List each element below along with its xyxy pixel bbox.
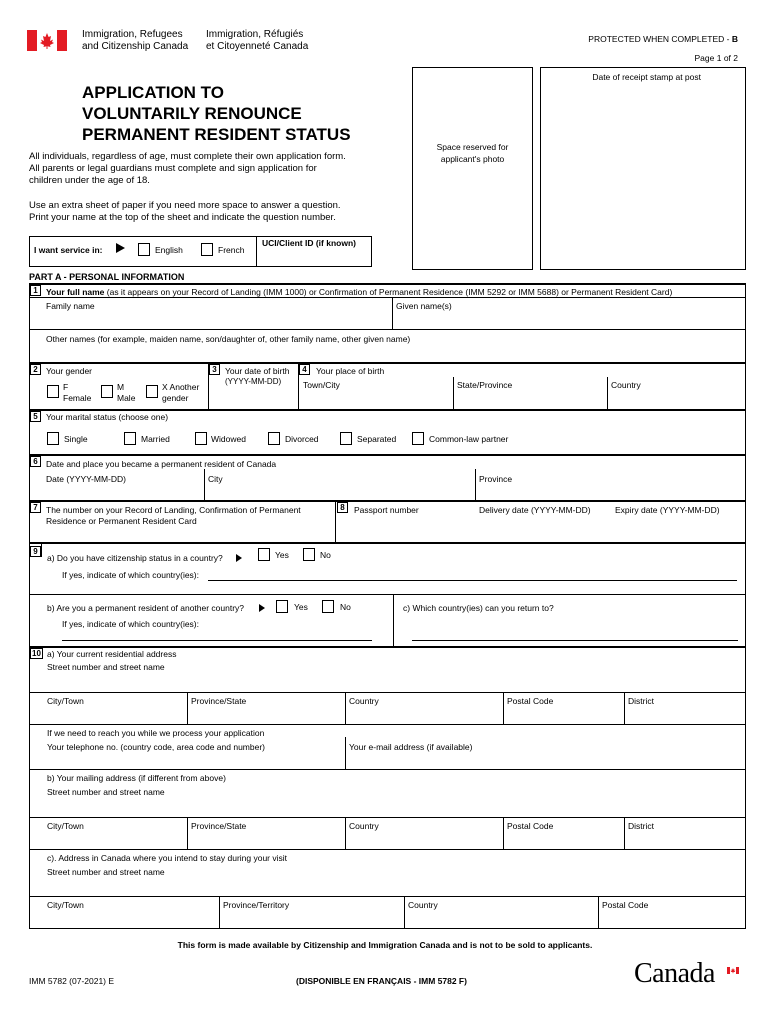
department-name-fr: [206, 29, 308, 53]
receipt-stamp-label: Date of receipt stamp at post: [592, 72, 701, 82]
q9a-no-label: No: [320, 550, 331, 560]
q10c-divider-2: [404, 896, 405, 929]
dob-format: (YYYY-MM-DD): [225, 377, 282, 386]
phone-label: Your telephone no. (country code, area code and number): [47, 742, 265, 752]
service-label: I want service in:: [34, 245, 103, 255]
q9c-question: c) Which country(ies) can you return to?: [403, 603, 554, 613]
marital-commonlaw-checkbox[interactable]: [412, 432, 424, 445]
pob-divider-2: [607, 377, 608, 410]
marital-married-checkbox[interactable]: [124, 432, 136, 445]
gender-m-label: M: [117, 382, 125, 392]
q8-number: 8: [337, 502, 348, 513]
gender-another-label: gender: [162, 393, 189, 403]
q9a-no-checkbox[interactable]: [303, 548, 315, 561]
q10c-postal-label: Postal Code: [602, 900, 649, 910]
passport-number-input[interactable]: [352, 518, 470, 540]
q10c-postal-input[interactable]: [601, 911, 743, 927]
q10b-rule-2: [29, 849, 746, 850]
q10a-divider-3: [503, 692, 504, 724]
family-name-label: Family name: [46, 301, 95, 311]
intro-paragraph-1: [29, 151, 346, 187]
q4-number: 4: [299, 364, 310, 375]
marital-separated-checkbox[interactable]: [340, 432, 352, 445]
q10b-divider-2: [345, 817, 346, 849]
passport-expiry-input[interactable]: [613, 518, 743, 540]
q10a-street-label: Street number and street name: [47, 662, 165, 672]
q10b-postal-label: Postal Code: [507, 821, 554, 831]
marital-married-label: Married: [141, 434, 170, 444]
canada-wordmark: [634, 958, 744, 990]
department-name-fr-line2: et Citoyenneté Canada: [206, 41, 309, 52]
pob-label: Your place of birth: [316, 366, 385, 376]
gender-male-checkbox[interactable]: [101, 385, 113, 398]
q10b-divider-4: [624, 817, 625, 849]
q6-divider-2: [475, 469, 476, 501]
gender-another-checkbox[interactable]: [146, 385, 158, 398]
q9b-no-label: No: [340, 602, 351, 612]
marital-commonlaw-label: Common-law partner: [429, 434, 509, 444]
arrow-right-icon: [236, 554, 242, 562]
intro-p1-line2: All parents or legal guardians must complete and sign application for: [29, 163, 317, 174]
department-name-en-line1: Immigration, Refugees: [82, 29, 183, 40]
marital-widowed-checkbox[interactable]: [195, 432, 207, 445]
q9a-question: a) Do you have citizenship status in a country?: [47, 553, 223, 563]
given-name-label: Given name(s): [396, 301, 452, 311]
q9-num-divider: [41, 543, 42, 557]
q10a-country-label: Country: [349, 696, 379, 706]
contact-rule: [29, 769, 746, 770]
q10a-rule-2: [29, 724, 746, 725]
intro-p1-line1: All individuals, regardless of age, must complete their own application form.: [29, 151, 346, 162]
q10c-country-label: Country: [408, 900, 438, 910]
intro-paragraph-2: [29, 200, 341, 224]
canada-wordmark-text: Canada: [634, 958, 715, 989]
canada-flag-icon: [27, 30, 67, 51]
record-number-input[interactable]: [44, 528, 332, 541]
record-number-label-line1: The number on your Record of Landing, Confirmation of Permanent: [46, 505, 301, 515]
q9b-country-input[interactable]: [62, 640, 372, 641]
marital-status-label: Your marital status (choose one): [46, 412, 169, 422]
email-label: Your e-mail address (if available): [349, 742, 473, 752]
q10a-postal-input[interactable]: [506, 707, 620, 722]
uci-label: UCI/Client ID (if known): [262, 238, 356, 248]
service-divider: [256, 236, 257, 267]
protected-label: [560, 34, 738, 44]
intro-p2-line2: Print your name at the top of the sheet and indicate the question number.: [29, 212, 336, 223]
phone-input[interactable]: [44, 753, 341, 768]
photo-box: [412, 67, 533, 270]
pob-town-input[interactable]: [301, 391, 450, 408]
q10b-label: b) Your mailing address (if different from above): [47, 773, 226, 783]
q10b-district-label: District: [628, 821, 654, 831]
pob-town-label: Town/City: [303, 380, 340, 390]
pob-divider-1: [453, 377, 454, 410]
wordmark-flag-icon: [727, 961, 739, 968]
passport-expiry-label: Expiry date (YYYY-MM-DD): [615, 505, 720, 515]
pob-state-label: State/Province: [457, 380, 513, 390]
q9a-yes-label: Yes: [275, 550, 289, 560]
q10b-divider-3: [503, 817, 504, 849]
contact-divider: [345, 737, 346, 769]
other-names-label: Other names (for example, maiden name, son/daughter of, other family name, other given name): [46, 334, 411, 344]
family-name-input[interactable]: [44, 311, 389, 328]
page-title-line3: PERMANENT RESIDENT STATUS: [82, 125, 351, 144]
page-title: [82, 82, 351, 145]
french-checkbox[interactable]: [201, 243, 213, 256]
arrow-right-icon: [116, 243, 125, 253]
contact-intro-label: If we need to reach you while we process your application: [47, 728, 265, 738]
q10a-street-input[interactable]: [44, 673, 743, 690]
q10b-rule-1: [29, 817, 746, 818]
q10a-divider-4: [624, 692, 625, 724]
page-title-line2: VOLUNTARILY RENOUNCE: [82, 104, 302, 123]
q3-number: 3: [209, 364, 220, 375]
pr-date-place-label: Date and place you became a permanent resident of Canada: [46, 459, 277, 469]
q10b-postal-input[interactable]: [506, 832, 620, 847]
q10b-divider-1: [187, 817, 188, 849]
q1-label: [46, 287, 672, 297]
department-name-en: [82, 29, 188, 53]
q8-divider: [335, 501, 336, 543]
pr-province-label: Province: [479, 474, 513, 484]
q9a-country-input[interactable]: [208, 580, 737, 581]
photo-label-line2: applicant's photo: [440, 154, 505, 164]
q10a-city-label: City/Town: [47, 696, 84, 706]
q10c-rule-1: [29, 896, 746, 897]
q1-name-divider: [392, 297, 393, 329]
q10c-city-label: City/Town: [47, 900, 84, 910]
q2-number: 2: [30, 364, 41, 375]
q10a-district-input[interactable]: [627, 707, 743, 722]
part-a-heading: PART A - PERSONAL INFORMATION: [29, 272, 185, 282]
marital-divorced-checkbox[interactable]: [268, 432, 280, 445]
q10a-rule-1: [29, 692, 746, 693]
q1-label-rest: (as it appears on your Record of Landing (IMM 1000) or Confirmation of Permanent Residence (IMM 5292 or IMM 5688) or Permanent Resident Card): [104, 287, 673, 297]
department-name-fr-line1: Immigration, Réfugiés: [206, 29, 304, 40]
q1-rule-2: [29, 329, 746, 330]
marital-single-checkbox[interactable]: [47, 432, 59, 445]
q10-number: 10: [30, 648, 43, 659]
protected-prefix: PROTECTED WHEN COMPLETED -: [588, 34, 732, 44]
q10b-province-label: Province/State: [191, 821, 247, 831]
page-number: Page 1 of 2: [694, 53, 738, 63]
q9-number: 9: [30, 546, 41, 557]
marital-single-label: Single: [64, 434, 88, 444]
footer-notice: This form is made available by Citizenship and Immigration Canada and is not to be sold to applicants.: [177, 940, 593, 950]
passport-number-label: Passport number: [354, 505, 419, 515]
marital-widowed-label: Widowed: [211, 434, 246, 444]
receipt-stamp-box: [540, 67, 746, 270]
q10c-divider-1: [219, 896, 220, 929]
q10a-divider-2: [345, 692, 346, 724]
french-label: French: [218, 245, 245, 255]
gender-f-label: F: [63, 382, 69, 392]
passport-delivery-input[interactable]: [478, 518, 606, 540]
gender-female-checkbox[interactable]: [47, 385, 59, 398]
q9a-yes-checkbox[interactable]: [258, 548, 270, 561]
intro-p2-line1: Use an extra sheet of paper if you need more space to answer a question.: [29, 200, 341, 211]
q1-label-bold: Your full name: [46, 287, 105, 297]
email-input[interactable]: [348, 753, 743, 768]
q10b-city-input[interactable]: [44, 832, 184, 847]
q10c-divider-3: [598, 896, 599, 929]
q10a-postal-label: Postal Code: [507, 696, 554, 706]
gender-female-label: Female: [63, 393, 92, 403]
q10c-street-label: Street number and street name: [47, 867, 165, 877]
q10c-country-input[interactable]: [407, 911, 596, 927]
gender-male-label: Male: [117, 393, 136, 403]
q10a-label: a) Your current residential address: [47, 649, 177, 659]
q9-rule: [29, 594, 746, 595]
record-number-label-line2: Residence or Permanent Resident Card: [46, 516, 197, 526]
q6-divider-1: [204, 469, 205, 501]
pr-city-label: City: [208, 474, 223, 484]
q10c-province-input[interactable]: [222, 911, 400, 927]
department-name-en-line2: and Citizenship Canada: [82, 41, 189, 52]
q10a-district-label: District: [628, 696, 654, 706]
q10a-country-input[interactable]: [348, 707, 500, 722]
q10b-country-label: Country: [349, 821, 379, 831]
dob-label: Your date of birth: [225, 366, 290, 376]
pob-country-label: Country: [611, 380, 641, 390]
q10a-province-label: Province/State: [191, 696, 247, 706]
photo-label-line1: Space reserved for: [436, 142, 509, 152]
marital-separated-label: Separated: [357, 434, 397, 444]
english-label: English: [155, 245, 183, 255]
protected-level: B: [731, 34, 738, 44]
q6-number: 6: [30, 456, 41, 467]
pr-date-label: Date (YYYY-MM-DD): [46, 474, 126, 484]
dob-input[interactable]: [210, 388, 296, 408]
q9b-question: b) Are you a permanent resident of another country?: [47, 603, 245, 613]
q10c-province-label: Province/Territory: [223, 900, 290, 910]
q10b-street-label: Street number and street name: [47, 787, 165, 797]
pob-state-input[interactable]: [456, 391, 604, 408]
q9b-yes-checkbox[interactable]: [276, 600, 288, 613]
q9b-yes-label: Yes: [294, 602, 308, 612]
q1-rule: [29, 297, 746, 298]
arrow-right-icon: [259, 604, 265, 612]
q10a-province-input[interactable]: [190, 707, 341, 722]
q5-number: 5: [30, 411, 41, 422]
q10a-divider-1: [187, 692, 188, 724]
q7-number: 7: [30, 502, 41, 513]
q10b-city-label: City/Town: [47, 821, 84, 831]
french-availability: (DISPONIBLE EN FRANÇAIS - IMM 5782 F): [296, 976, 467, 986]
pob-country-input[interactable]: [610, 391, 743, 408]
gender-label: Your gender: [46, 366, 93, 376]
q10a-city-input[interactable]: [44, 707, 184, 722]
uci-input[interactable]: [258, 250, 370, 265]
q9c-country-input[interactable]: [412, 640, 738, 641]
q10b-country-input[interactable]: [348, 832, 500, 847]
q10b-province-input[interactable]: [190, 832, 341, 847]
marital-divorced-label: Divorced: [285, 434, 319, 444]
page-title-line1: APPLICATION TO: [82, 83, 224, 102]
q9b-ifyes-label: If yes, indicate of which country(ies):: [62, 619, 200, 629]
form-number: IMM 5782 (07-2021) E: [29, 976, 115, 986]
pr-city-input[interactable]: [207, 484, 471, 499]
intro-p1-line3: children under the age of 18.: [29, 175, 150, 186]
pr-date-input[interactable]: [44, 484, 200, 499]
gender-x-label: X Another: [162, 382, 200, 392]
q10c-label: c). Address in Canada where you intend to stay during your visit: [47, 853, 288, 863]
q1-number: 1: [30, 285, 41, 296]
pr-province-input[interactable]: [478, 484, 743, 499]
q10c-street-input[interactable]: [44, 878, 743, 895]
passport-delivery-label: Delivery date (YYYY-MM-DD): [479, 505, 591, 515]
q10b-district-input[interactable]: [627, 832, 743, 847]
q9a-ifyes-label: If yes, indicate of which country(ies):: [62, 570, 200, 580]
q9c-divider: [393, 594, 394, 647]
other-names-input[interactable]: [44, 345, 743, 361]
given-name-input[interactable]: [395, 311, 743, 328]
record-number-label: [46, 505, 301, 527]
q10c-city-input[interactable]: [44, 911, 215, 927]
q10b-street-input[interactable]: [44, 798, 743, 815]
q9b-no-checkbox[interactable]: [322, 600, 334, 613]
english-checkbox[interactable]: [138, 243, 150, 256]
